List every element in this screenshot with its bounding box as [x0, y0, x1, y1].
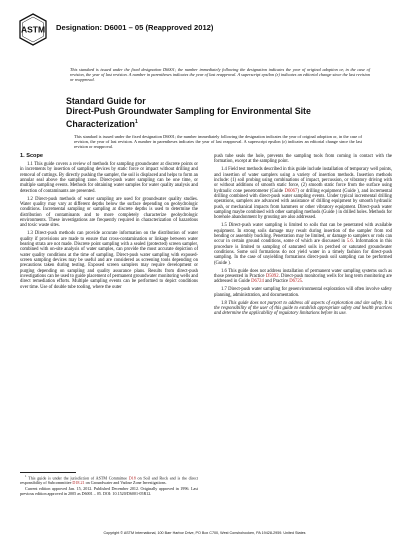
title-footnote-marker: 1	[134, 118, 138, 125]
svg-text:ASTM: ASTM	[20, 24, 46, 35]
title-line-2: Direct-Push Groundwater Sampling for Environmental Site	[66, 106, 311, 117]
notice-text: This standard is issued under the fixed designation D6001; the number immediately following the designation indicates the year of original adoption or, in the case of revision, the year of last revision. A number in parentheses indicates the year of last reapproval. A superscript epsilon (ε) indicates an editorial change since the last revision or reapproval.	[70, 67, 370, 83]
paragraph-1-1: 1.1 This guide covers a review of methods for sampling groundwater at discrete points or in increments by insertion of sampling devices by static force or impact without drilling and removal of cuttings. By directly pushing the sampler, the soil is displaced and helps to form an annular seal above the sampling zone. Direct-push water sampling can be one time, or multiple sampling events. Methods for obtaining water samples for water quality analysis and detection of contaminants are presented.	[20, 161, 198, 194]
paragraph-1-3-continued: push tube seals the hole, prevents the sampling tools from coming in contact with the formation, except at the sampling point.	[214, 154, 392, 165]
standard-issue-note: This standard is issued under the fixed designation D6001; the number immediately following the designation indicates the year of original adoption or, in the case of revision, the year of last revision. A number in parentheses indicates the year of last reapproval. A superscript epsilon (ε) indicates an editorial change since the last revision or reapproval.	[74, 134, 362, 149]
paragraph-1-3: 1.3 Direct-push methods can provide accurate information on the distribution of water quality if provisions are made to ensure that cross-contamination or linkage between water bearing strata are not made. Discrete point sampling with a sealed (protected) screen sampler, combined with on-site analysis of water samples, can provide the most accurate depiction of water quality conditions at the time of sampling. Direct-push water sampling with exposed-screen sampling devices may be useful and are considered as screening tools depending on precautions taken during testing. Exposed screen samplers may require development or purging depending on sampling and quality assurance plans. Results from direct-push investigations can be used to guide placement of permanent groundwater monitoring wells and direct remediation efforts. Multiple sampling events can be performed to depict conditions over time. Use of double tube tooling, where the outer	[20, 231, 198, 290]
designation-line: Designation: D6001 – 05 (Reapproved 2012)	[56, 23, 214, 32]
link-d6067[interactable]: D6067	[284, 188, 298, 194]
paragraph-1-2: 1.2 Direct-push methods of water sampling are used for groundwater quality studies. Water quality may vary at different depths below the surface depending on geohydrologic conditions. Incremental sampling or sampling at discrete depths is used to determine the distribution of contaminants and to more completely characterize geohydrologic environments. These investigations are frequently required in characterization of hazardous and toxic waste sites.	[20, 196, 198, 229]
link-d5092[interactable]: D5092	[265, 274, 279, 279]
astm-logo-icon	[18, 13, 48, 46]
paragraph-1-4: 1.4 Field test methods described in this guide include installation of temporary well points, and insertion of water samplers using a variety of insertion methods. Insertion methods include: (1) soil probing using combinations of impact, percussion, or vibratory driving with or without additions of smooth static force, (2) smooth static force from the surface using hydraulic cone penetrometer (Guide D6067) or drilling equipment (Guide ), and incremental drilling combined with direct-push water sampling events. Under typical incremental drilling operations, samplers are advanced with assistance of drilling equipment by smooth hydraulic push, or mechanical impacts from hammers or other vibratory equipment. Direct-push water sampling maybe combined with other sampling methods (Guide ) in drilled holes. Methods for borehole abandonment by grouting are also addressed.	[214, 167, 392, 221]
paragraph-1-6: 1.6 This guide does not address installation of permanent water sampling systems such as those presented in Practice D5092. Direct-push monitoring wells for long term monitoring are addressed in Guide D6724 and Practice D6725.	[214, 268, 392, 285]
link-committee-d18[interactable]: D18	[128, 475, 136, 481]
link-subcommittee-d18-21[interactable]: D18.21	[72, 480, 85, 486]
title-line-1: Standard Guide for	[66, 96, 146, 106]
footnote-edition: Current edition approved Jan. 15, 2012. Published December 2012. Originally approved in 1996. Last previous edition approved in 2005 as D6001 – 05. DOI: 10.1520/D6001-05R12.	[20, 486, 198, 497]
link-d6725[interactable]: D6725	[289, 279, 303, 285]
copyright-footer: Copyright © ASTM International, 100 Barr Harbor Drive, PO Box C700, West Conshohocken, PA 19428-2959. United States	[103, 531, 306, 535]
title-line-3: Characterization$^1$	[66, 118, 138, 129]
footnote-1: $^1$ This guide is under the jurisdiction of ASTM Committee D18 on Soil and Rock and is the direct responsibility of Subcommittee D18.21 on Groundwater and Vadose Zone Investigations.	[20, 474, 198, 486]
paragraph-1-7: 1.7 Direct-push water sampling for geoenvironmental exploration will often involve safety planning, administration, and documentation.	[214, 287, 392, 298]
footnote-divider	[20, 472, 76, 473]
left-column	[20, 154, 198, 293]
footnotes	[20, 474, 198, 498]
link-section-5-6[interactable]: 5.6	[346, 239, 353, 245]
section-heading-scope: 1. Scope	[20, 153, 44, 159]
link-d6724[interactable]: D6724	[251, 279, 264, 285]
paragraph-1-5: 1.5 Direct-push water sampling is limited to soils that can be penetrated with available equipment. In strong soils damage may result during insertion of the sampler from rod bending or assembly buckling. Penetration may be limited, or damage to samplers or rods can occur in certain ground conditions, some of which are discussed in 5.6. Information in this procedure is limited to sampling of saturated soils in perched or saturated groundwater conditions. Some soil formations do not yield water in a timely fashion for direct-push sampling. In the case of unyielding formations direct-push soil sampling can be performed (Guide ).	[214, 223, 392, 266]
right-column	[214, 154, 392, 319]
paragraph-1-8: 1.8 This guide does not purport to address all aspects of exploration and site safety. It is the responsibility of the user of this guide to establish appropriate safety and health practices and determine the applicability of regulatory limitations before its use.	[214, 300, 393, 317]
document-title	[66, 96, 366, 129]
